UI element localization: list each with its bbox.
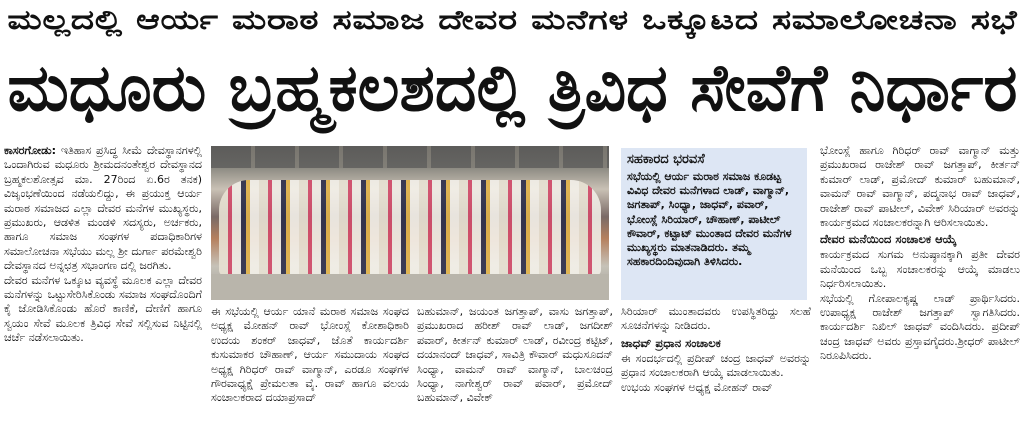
box-body: ಸಭೆಯಲ್ಲಿ ಆರ್ಯ ಮರಾಠ ಸಮಾಜ ಕೂಡಟ್ಟ ವಿವಿಧ ದೇವರ ಮನೆಗಳಾದ ಲಾಡ್, ವಾಗ್ಮಾನ್, ಜಗತಾಪ್, ಸಿಂಧ್ಯಾ, ಜಾಧವ್, ಪವಾರ್, ಭೋಂಸ್ಲೆ ಸಿರಿಯಾರ್, ಚೌಹಾಣ್, ಪಾಟೀಲ್ ಕೌವಾರ್, ಕಟ್ಟಾಟ್ ಮುಂತಾದ ದೇವರ ಮನೆಗಳ ಮುಖ್ಯಸ್ಥರು ಮಾತನಾಡಿದರು. ತಮ್ಮ ಸಹಕಾರದಿಂದಿವುದಾಗಿ ತಿಳಿಸಿದರು. <box>627 170 792 269</box>
paragraph-text: ಇತಿಹಾಸ ಪ್ರಸಿದ್ಧ ಸೀಮೆ ದೇವಸ್ಥಾನಗಳಲ್ಲಿ ಒಂದಾಗಿರುವ ಮಧೂರು ಶ್ರೀಮದನಂತೇಶ್ವರ ದೇವಸ್ಥಾನದ ಬ್ರಹ್ಮಕಲಶೋತ್ಸವ ಮಾ. 27ರಿಂದ ಏ.6ರ ತನಕ) ವಿಜೃಂಭಣೆಯಿಂದ ನಡೆಯಲಿದ್ದು, ಈ ಪ್ರಯುಕ್ತ ಆರ್ಯ ಮರಾಠ ಸಮಾಜದ ಎಲ್ಲಾ ದೇವರ ಮನೆಗಳ ಮುಖ್ಯಸ್ಥರು, ಪ್ರಮುಖರು, ಆಡಳಿತ ಮಂಡಳಿ ಸದಸ್ಯರು, ಅರ್ಚಕರು, ಹಾಗೂ ಸಮಾಜ ಸಂಘಗಳ ಪದಾಧಿಕಾರಿಗಳ ಸಮಾಲೋಚನಾ ಸಭೆಯು ಮಲ್ಲ ಶ್ರೀ ದುರ್ಗಾ ಪರಮೇಶ್ವರಿ ದೇವಸ್ಥಾನದ ಅನ್ನಛತ್ರ ಸಭಾಂಗಣ ದಲ್ಲಿ ಜರಗಿತು. <box>4 144 202 273</box>
paragraph: ಉಭಯ ಸಂಘಗಳ ಅಧ್ಯಕ್ಷ ಮೋಹನ್ ರಾವ್ <box>621 380 773 394</box>
box-title: ಸಹಕಾರದ ಭರವಸೆ <box>627 152 705 167</box>
column-4 <box>621 305 811 437</box>
paragraph: ಈ ಸಭೆಯಲ್ಲಿ ಆರ್ಯ ಯಾನೆ ಮರಾಠ ಸಮಾಜ ಸಂಘದ ಅಧ್ಯಕ್ಷ ಮೋಹನ್ ರಾವ್ ಭೋಂಸ್ಲೆ ಕೋಶಾಧಿಕಾರಿ ಉದಯ ಶಂಕರ್ ಜಾಧವ್, ಜೊತೆ ಕಾರ್ಯದರ್ಶಿ ಕುಸುಮಾಕರ ಚೌಹಾಣ್, ಆರ್ಯ ಸಮುದಾಯ ಸಂಘದ ಅಧ್ಯಕ್ಷ ಗಿರಿಧರ್ ರಾವ್ ವಾಗ್ಮಾನ್, ಎರಡೂ ಸಂಘಗಳ ಗೌರವಾಧ್ಯಕ್ಷೆ ಪ್ರೇಮಲತಾ ವೈ. ರಾವ್ ಹಾಗೂ ವಲಯ ಸಂಚಾಲಕರಾದ ದಯಾಪ್ರಸಾದ್ <box>211 305 409 405</box>
column-3 <box>417 305 613 437</box>
article-kicker: ಮಲ್ಲದಲ್ಲಿ ಆರ್ಯ ಮರಾಠ ಸಮಾಜ ದೇವರ ಮನೆಗಳ ಒಕ್ಕೂಟದ ಸಮಾಲೋಚನಾ ಸಭೆ <box>6 5 1017 36</box>
paragraph: ಕಾರ್ಯಕ್ರಮದ ಸುಗಮ ಅನುಷ್ಠಾನಕ್ಕಾಗಿ ಪ್ರತೀ ದೇವರ ಮನೆಯಿಂದ ಒಬ್ಬ ಸಂಚಾಲಕರನ್ನು ಆಯ್ಕೆ ಮಾಡಲು ನಿರ್ಧರಿಸಲಾಯಿತು. <box>820 248 1020 291</box>
paragraph: ದೇವರ ಮನೆಗಳ ಒಕ್ಕೂಟ ವ್ಯವಸ್ಥೆ ಮೂಲಕ ಎಲ್ಲಾ ದೇವರ ಮನೆಗಳನ್ನು ಒಟ್ಟುಸೇರಿಸಿಕೊಂಡು ಸಮಾಜ ಸಂಘದೊಂದಿಗೆ ಕೈ ಜೋಡಿಸಿಕೊಂಡು ಹೊರೆ ಕಾಣಿಕೆ, ದೇಣಿಗೆ ಹಾಗೂ ಸ್ವಯಂ ಸೇವೆ ಮೂಲಕ ತ್ರಿವಿಧ ಸೇವೆ ಸಲ್ಲಿಸುವ ನಿಟ್ಟಿನಲ್ಲಿ ಚರ್ಚೆ ನಡೆಸಲಾಯಿತು. <box>4 273 202 345</box>
column-2 <box>211 305 409 437</box>
paragraph <box>4 144 202 274</box>
group-photo <box>211 146 609 300</box>
paragraph: ಈ ಸಂದರ್ಭದಲ್ಲಿ ಪ್ರದೀಪ್ ಚಂದ್ರ ಜಾಧವ್ ಅವರನ್ನು ಪ್ರಧಾನ ಸಂಚಾಲಕರಾಗಿ ಆಯ್ಕೆ ಮಾಡಲಾಯಿತು. <box>621 351 811 380</box>
paragraph: ಸಿರಿಯಾರ್ ಮುಂತಾದವರು ಉಪಸ್ಥಿತರಿದ್ದು ಸಲಹೆ ಸೂಚನೆಗಳನ್ನು ನೀಡಿದರು. <box>621 305 811 333</box>
photo-roof <box>211 146 609 168</box>
subheading: ದೇವರ ಮನೆಯಿಂದ ಸಂಚಾಲಕ ಆಯ್ಕೆ <box>820 232 957 247</box>
dateline: ಕಾಸರಗೋಡು: <box>4 144 56 157</box>
paragraph: ಬಹುಮಾನ್, ಜಯಂತ ಜಗತ್ತಾಪ್, ವಾಸು ಜಗತ್ತಾಪ್, ಪ್ರಮುಖರಾದ ಹರೀಶ್ ರಾವ್ ಲಾಡ್, ಜಗದೀಶ್ ಪವಾರ್, ಕೀರ್ತನ್ ಕುಮಾರ್ ಲಾಡ್, ರವೀಂದ್ರ ಕಟ್ಟಿಟ್, ದಯಾನಂದ್ ಜಾಧವ್, ಸಾವಿತ್ರಿ ಕೌವಾರ್ ಮಧುಸೂದನ್ ಸಿಂಧ್ಯಾ, ವಾಮನ್ ರಾವ್ ವಾಗ್ಮಾನ್, ಬಾಲಚಂದ್ರ ಸಿಂಧ್ಯಾ, ನಾಗೇಶ್ವರ್ ರಾವ್ ಪವಾರ್, ಪ್ರಮೋದ್ ಬಹುಮಾನ್, ವಿವೇಕ್ <box>417 305 613 405</box>
column-1 <box>4 144 202 436</box>
sidebar-box <box>621 148 807 300</box>
article-headline: ಮಧೂರು ಬ್ರಹ್ಮಕಲಶದಲ್ಲಿ ತ್ರಿವಿಧ ಸೇವೆಗೆ ನಿರ್ಧಾರ <box>7 49 1017 126</box>
paragraph: ಸಭೆಯಲ್ಲಿ ಗೋಪಾಲಕೃಷ್ಣ ಲಾಡ್ ಪ್ರಾರ್ಥಿಸಿದರು. ಉಪಾಧ್ಯಕ್ಷ ರಾಜೇಶ್ ಜಗತ್ತಾಪ್ ಸ್ವಾಗತಿಸಿದರು. ಕಾರ್ಯದರ್ಶಿ ನಿಖಿಲ್ ಜಾಧವ್ ವಂದಿಸಿದರು. ಪ್ರದೀಪ್ ಚಂದ್ರ ಜಾಧವ್ ಅವರು ಪ್ರಸ್ತಾವಗೈದರು.ಶ್ರೀಧರ್ ಪಾಟೀಲ್ ನಿರೂಪಿಸಿದರು. <box>820 291 1020 363</box>
column-5 <box>820 144 1020 436</box>
photo-floor <box>211 274 609 300</box>
subheading: ಜಾಧವ್ ಪ್ರಧಾನ ಸಂಚಾಲಕ <box>621 335 721 350</box>
photo-crowd <box>219 180 601 276</box>
paragraph: ಭೋಂಸ್ಲೆ ಹಾಗೂ ಗಿರಿಧರ್ ರಾವ್ ವಾಗ್ಮಾನ್ ಮತ್ತು ಪ್ರಮುಖರಾದ ರಾಜೇಶ್ ರಾವ್ ಜಗತ್ತಾಪ್, ಕೀರ್ತನ್ ಕುಮಾರ್ ಲಾಡ್, ಪ್ರಮೋದ್ ಕುಮಾರ್ ಬಹುಮಾನ್, ವಾಮನ್ ರಾವ್ ವಾಗ್ಮಾನ್, ಪದ್ಮನಾಭ ರಾವ್ ಜಾಧವ್, ರಾಜೇಶ್ ರಾವ್ ಪಾಟೀಲ್, ವಿವೇಕ್ ಸಿರಿಯಾರ್ ಅವರನ್ನು ಕಾರ್ಯಕ್ರಮದ ಸಂಚಾಲಕರನ್ನಾಗಿ ಆರಿಸಲಾಯಿತು. <box>820 144 1020 230</box>
